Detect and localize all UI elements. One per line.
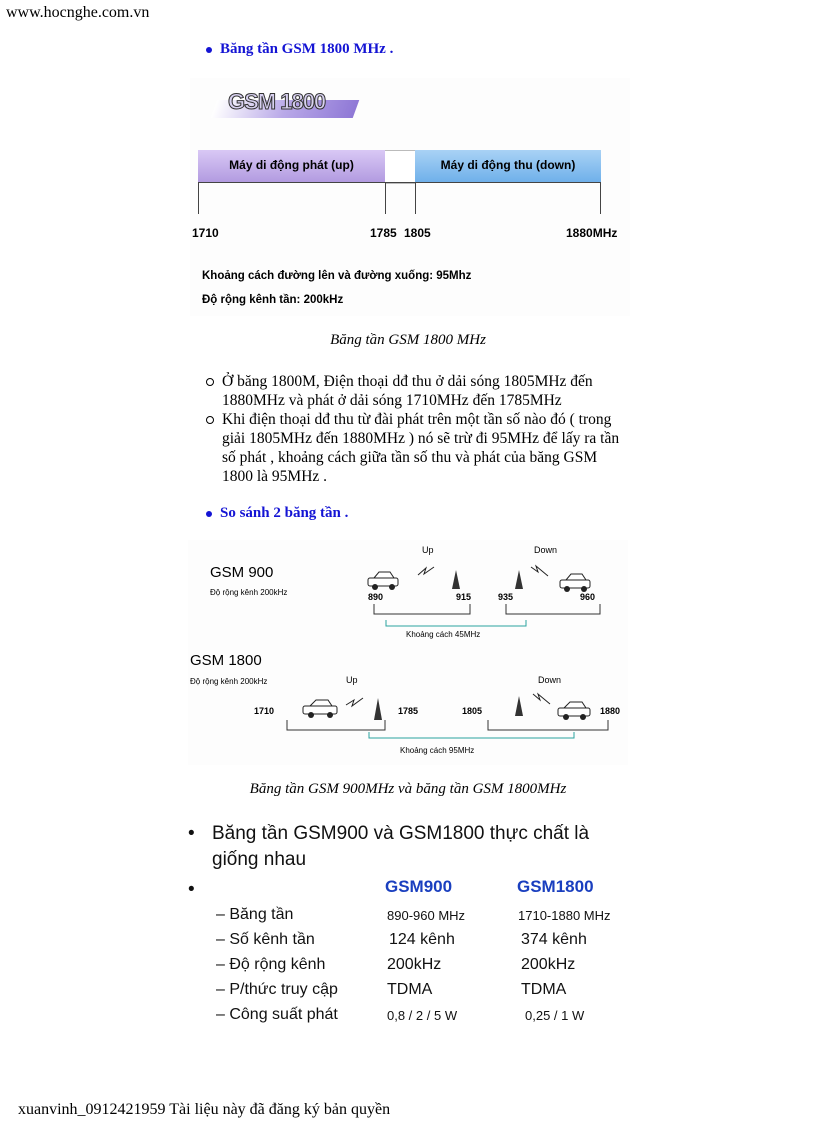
gsm1800-notes <box>206 372 636 486</box>
gsm900-freq-915: 915 <box>456 592 472 602</box>
circle-bullet-icon <box>206 416 214 424</box>
gsm1800-banner <box>210 86 356 120</box>
bullet-icon <box>206 511 212 517</box>
gsm900-freq-935: 935 <box>498 592 514 602</box>
site-url: www.hocnghe.com.vn <box>6 4 150 21</box>
car-icon <box>303 700 337 718</box>
tick-1805 <box>415 182 416 214</box>
slide-statement-line1: Băng tần GSM900 và GSM1800 thực chất là <box>212 823 590 844</box>
gsm900-gap-bracket <box>386 620 526 626</box>
car-icon <box>368 572 398 590</box>
tick-label-1880: 1880MHz <box>566 226 618 240</box>
section2-heading <box>206 505 348 522</box>
tick-label-1710: 1710 <box>192 226 219 240</box>
gsm1800-gap-label: Khoảng cách 95MHz <box>400 746 475 755</box>
gsm1800-up-bracket <box>287 720 385 730</box>
tick-label-1805: 1805 <box>404 226 431 240</box>
row-value-gsm1800: 374 kênh <box>521 931 587 948</box>
gsm1800-freq-1880: 1880 <box>600 706 621 716</box>
banner-text: GSM 1800 <box>228 89 326 114</box>
slide-bullet-2: • <box>188 879 195 900</box>
gsm1800-freq-1710: 1710 <box>254 706 275 716</box>
gsm1800-freq-1785: 1785 <box>398 706 419 716</box>
gsm900-channel-width: Độ rộng kênh 200kHz <box>210 588 288 597</box>
row-value-gsm900: TDMA <box>387 981 433 998</box>
tick-1785 <box>385 182 386 214</box>
gsm1800-band-diagram <box>190 78 630 316</box>
tower-icon <box>515 696 523 716</box>
gsm900-up-label: Up <box>422 545 434 555</box>
row-value-gsm1800: 200kHz <box>521 956 576 973</box>
tick-1880 <box>600 182 601 214</box>
section1-heading-text: Băng tần GSM 1800 MHz . <box>220 41 394 57</box>
row-value-gsm1800: 0,25 / 1 W <box>525 1008 585 1023</box>
tick-label-1785: 1785 <box>370 226 397 240</box>
gsm1800-channel-width: Độ rộng kênh 200kHz <box>190 677 268 686</box>
list-item <box>206 372 636 410</box>
gsm1800-gap-bracket <box>369 732 574 738</box>
down-band-label: Máy di động thu (down) <box>440 158 576 172</box>
row-label-band: – Băng tần <box>216 906 294 923</box>
col-header-gsm900: GSM900 <box>385 877 453 896</box>
list-item-text: Ở băng 1800M, Điện thoại dđ thu ở dải sóng 1805MHz đến 1880MHz và phát ở dải sóng 1710MHz đến 1785MHz <box>222 373 593 409</box>
row-value-gsm900: 890-960 MHz <box>387 908 466 923</box>
gsm1800-up-label: Up <box>346 675 358 685</box>
comparison-slide <box>188 815 628 1040</box>
gsm1800-down-bracket <box>488 720 608 730</box>
band-comparison-diagram <box>188 540 628 765</box>
row-label-channel-width: – Độ rộng kênh <box>216 956 326 973</box>
gsm900-freq-890: 890 <box>368 592 384 602</box>
row-value-gsm900: 124 kênh <box>389 931 455 948</box>
channel-width-note: Độ rộng kênh tần: 200kHz <box>202 294 344 306</box>
circle-bullet-icon <box>206 378 214 386</box>
row-value-gsm1800: TDMA <box>521 981 567 998</box>
row-label-power: – Công suất phát <box>216 1006 338 1023</box>
car-icon <box>558 702 590 720</box>
gsm900-down-label: Down <box>534 545 558 555</box>
row-value-gsm900: 200kHz <box>387 956 442 973</box>
up-band-label: Máy di động phát (up) <box>229 158 354 172</box>
gsm1800-down-label: Down <box>538 675 562 685</box>
signal-icon <box>533 694 550 704</box>
gsm900-gap-label: Khoảng cách 45MHz <box>406 630 481 639</box>
guard-band <box>385 150 415 184</box>
gsm900-title: GSM 900 <box>210 564 274 581</box>
gsm900-down-bracket <box>506 604 600 614</box>
tick-1710 <box>198 182 199 214</box>
gsm900-up-bracket <box>374 604 470 614</box>
bullet-icon <box>206 47 212 53</box>
gsm900-freq-960: 960 <box>580 592 596 602</box>
footer-copyright: xuanvinh_0912421959 Tài liệu này đã đăng ký bản quyền <box>18 1101 391 1118</box>
car-icon <box>560 574 590 592</box>
row-value-gsm1800: 1710-1880 MHz <box>518 908 611 923</box>
slide-statement-line2: giống nhau <box>212 849 307 870</box>
signal-icon <box>346 698 363 706</box>
slide-statement <box>212 821 632 873</box>
row-label-channels: – Số kênh tần <box>216 931 315 948</box>
signal-icon <box>531 566 548 576</box>
caption-gsm1800: Băng tần GSM 1800 MHz <box>330 332 486 348</box>
tower-icon <box>374 698 382 720</box>
row-label-access: – P/thức truy cập <box>216 981 338 998</box>
tower-icon <box>515 570 523 589</box>
tower-icon <box>452 570 460 589</box>
section2-heading-text: So sánh 2 băng tần . <box>220 505 349 521</box>
signal-icon <box>418 567 434 575</box>
col-header-gsm1800: GSM1800 <box>517 877 594 896</box>
caption-comparison: Băng tần GSM 900MHz và băng tần GSM 1800MHz <box>249 781 567 797</box>
gsm1800-freq-1805: 1805 <box>462 706 483 716</box>
axis-line <box>198 182 601 183</box>
gsm1800-title: GSM 1800 <box>190 652 262 669</box>
spacing-note: Khoảng cách đường lên và đường xuống: 95Mhz <box>202 270 472 282</box>
slide-bullet-1: • <box>188 823 195 844</box>
section1-heading <box>206 41 393 58</box>
list-item-text: Khi điện thoại dđ thu từ đài phát trên một tần số nào đó ( trong giải 1805MHz đến 1880MHz ) nó sẽ trừ đi 95MHz để lấy ra tần số phát , khoảng cách giữa tần số thu và phát của băng GSM 1800 là 95MHz . <box>222 411 620 485</box>
row-value-gsm900: 0,8 / 2 / 5 W <box>387 1008 458 1023</box>
list-item <box>206 410 636 486</box>
